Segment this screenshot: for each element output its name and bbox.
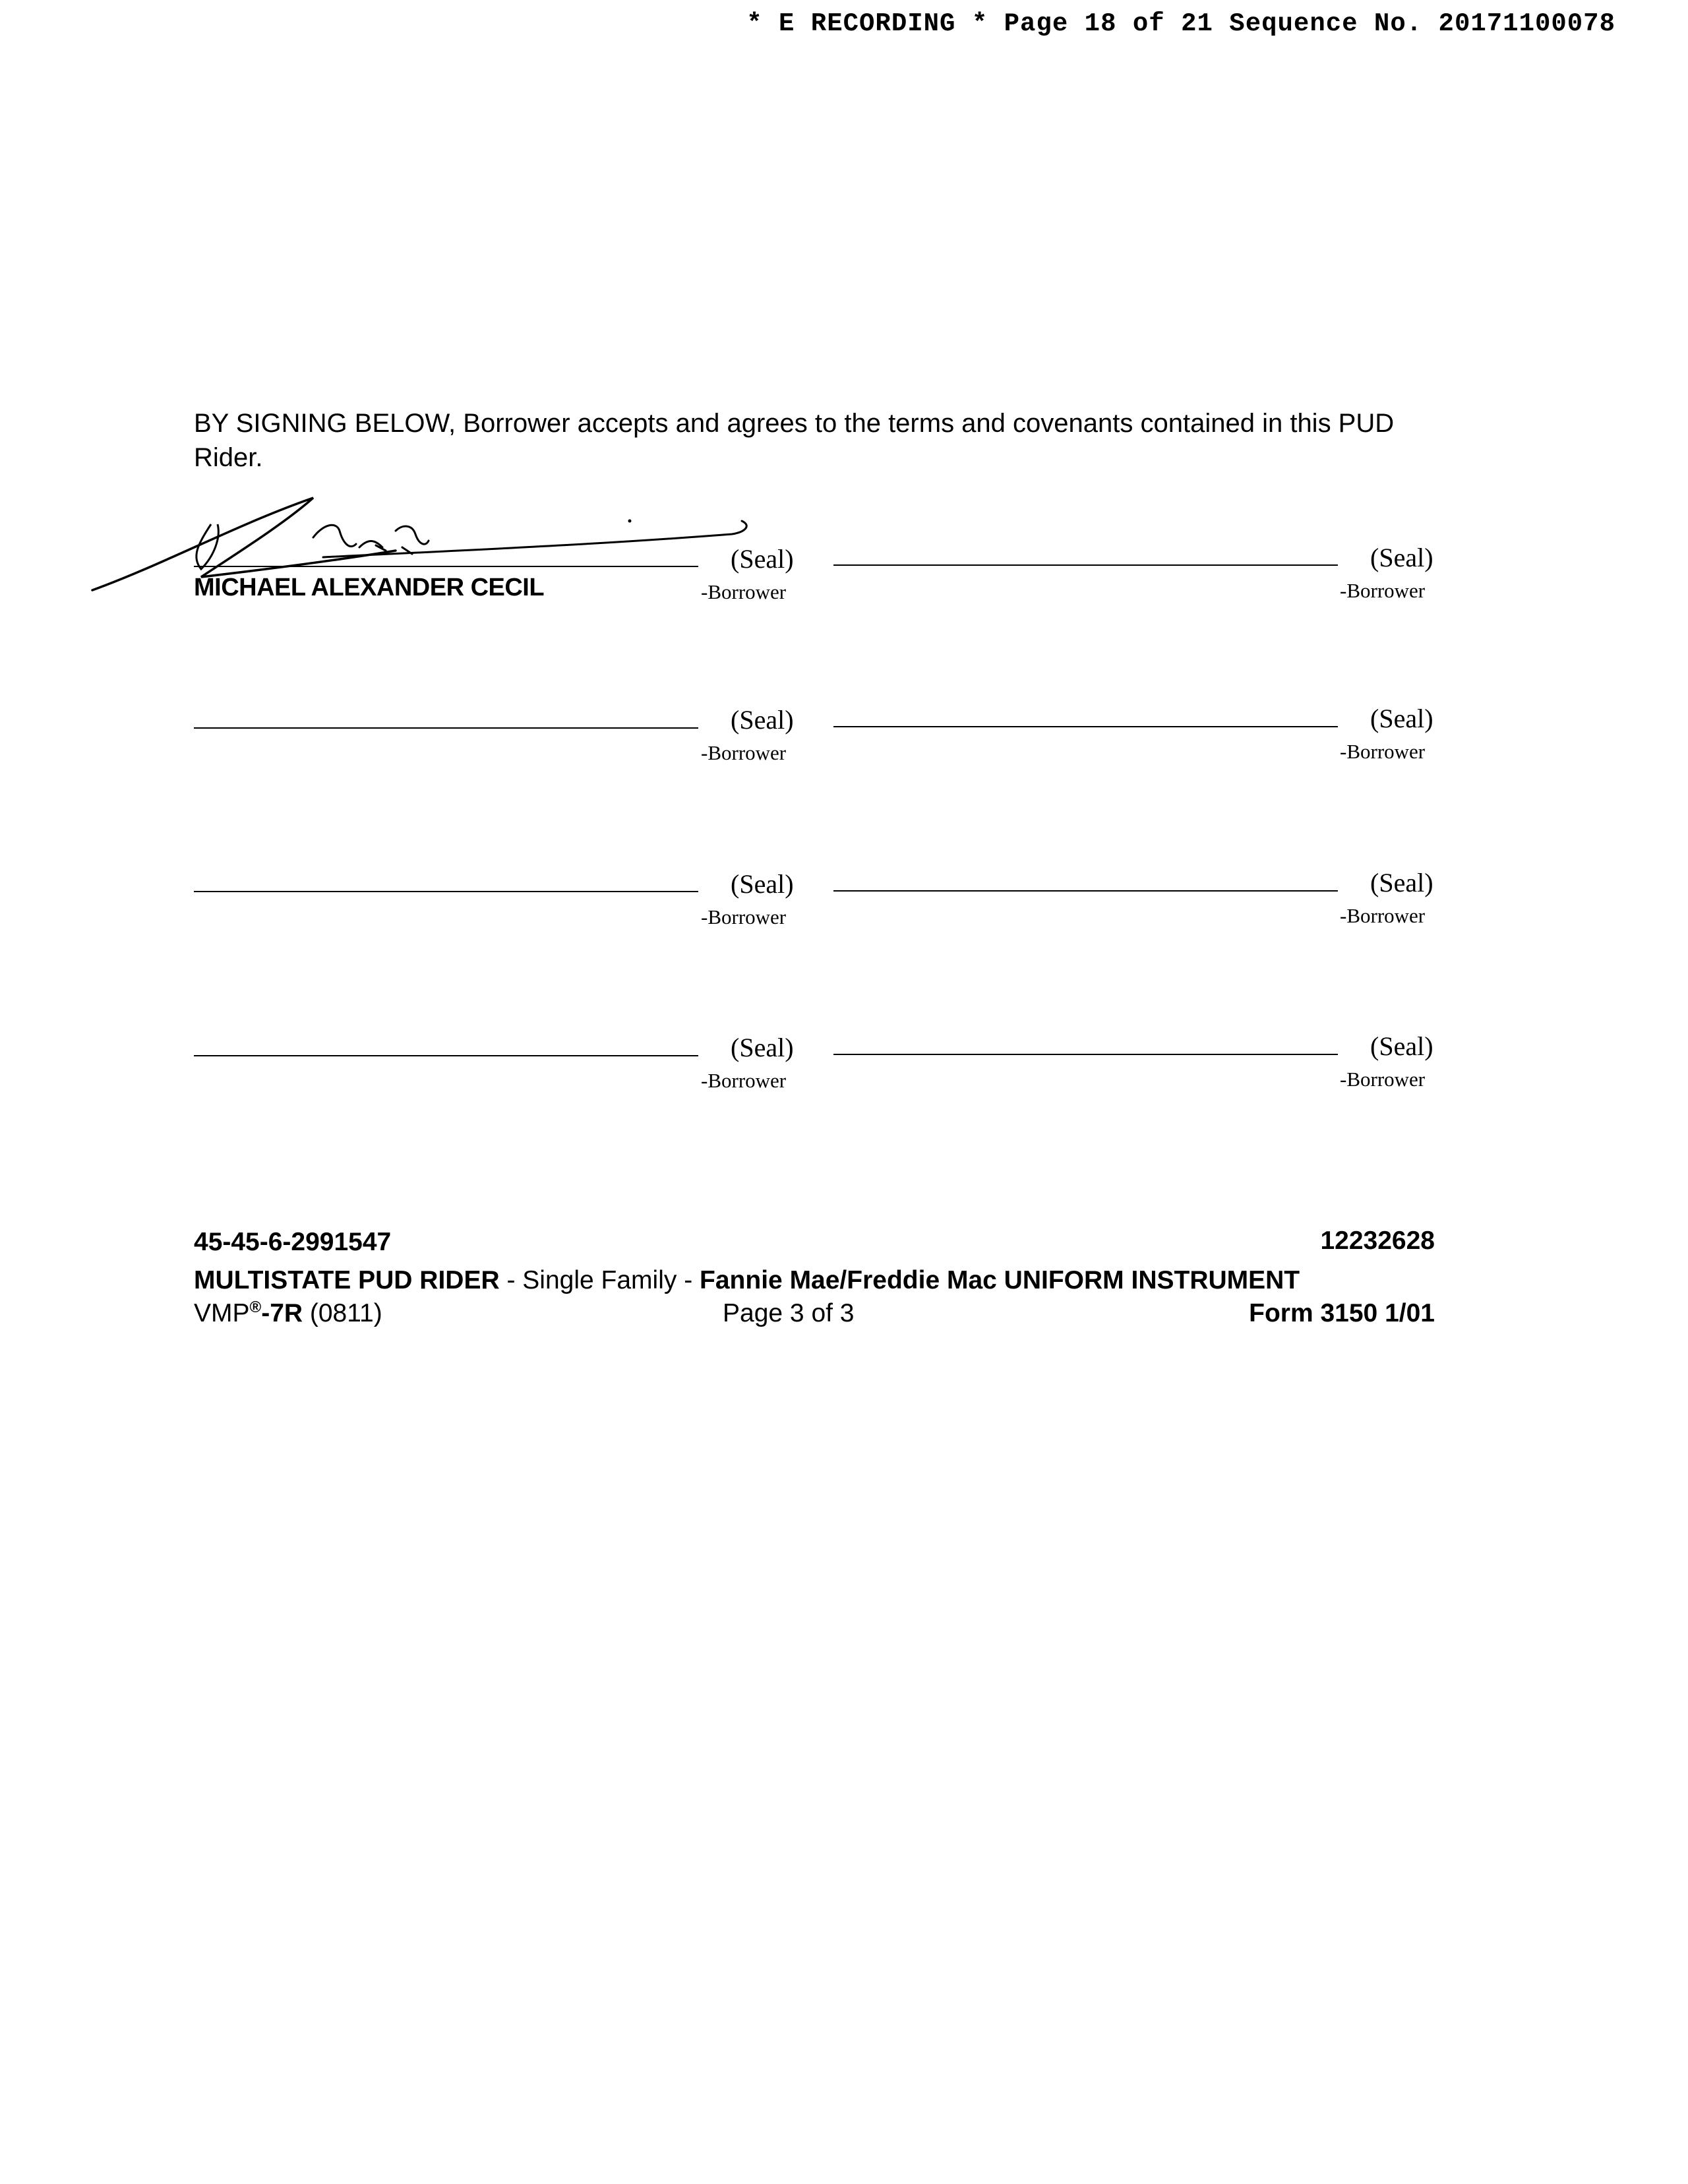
borrower-label: -Borrower (701, 1069, 787, 1092)
signer-name: MICHAEL ALEXANDER CECIL (194, 574, 545, 601)
borrower-label: -Borrower (1340, 904, 1426, 927)
signature-line (833, 1054, 1338, 1055)
intro-paragraph: BY SIGNING BELOW, Borrower accepts and agrees to the terms and covenants contained in this PUD Rider. (194, 409, 1395, 472)
seal-label: (Seal) (731, 544, 794, 574)
signature-line (194, 891, 698, 892)
page-label: Page 3 of 3 (723, 1299, 855, 1327)
vmp-version: (0811) (303, 1299, 382, 1327)
seal-label: (Seal) (1370, 704, 1433, 733)
borrower-label: -Borrower (701, 905, 787, 928)
vmp-code (194, 1299, 382, 1328)
seal-label: (Seal) (1370, 868, 1433, 897)
seal-label: (Seal) (1370, 543, 1433, 572)
signature-line (833, 564, 1338, 566)
recording-header: * E RECORDING * Page 18 of 21 Sequence No. 20171100078 (746, 9, 1615, 38)
form-title (194, 1266, 1300, 1295)
vmp-prefix: VMP (194, 1299, 250, 1327)
borrower-label: -Borrower (1340, 579, 1426, 602)
seal-label: (Seal) (731, 1033, 794, 1062)
borrower-label: -Borrower (1340, 740, 1426, 763)
seal-label: (Seal) (731, 705, 794, 735)
borrower-label: -Borrower (701, 580, 787, 603)
signature-line (194, 727, 698, 729)
form-title-subtype: - Single Family - (499, 1266, 700, 1294)
signature-line (194, 1055, 698, 1056)
seal-label: (Seal) (1370, 1031, 1433, 1061)
borrower-label: -Borrower (1340, 1068, 1426, 1091)
document-number: 12232628 (1320, 1227, 1435, 1255)
form-number: Form 3150 1/01 (1249, 1299, 1435, 1327)
form-title-instrument: Fannie Mae/Freddie Mac UNIFORM INSTRUMENT (700, 1266, 1300, 1294)
loan-number: 45-45-6-2991547 (194, 1228, 392, 1256)
seal-label: (Seal) (731, 869, 794, 899)
signature-line (833, 890, 1338, 892)
form-title-main: MULTISTATE PUD RIDER (194, 1266, 500, 1294)
registered-mark: ® (249, 1298, 262, 1316)
borrower-label: -Borrower (701, 741, 787, 764)
signature-line (833, 726, 1338, 727)
vmp-code-number: -7R (261, 1299, 303, 1327)
signature-line (194, 566, 698, 567)
